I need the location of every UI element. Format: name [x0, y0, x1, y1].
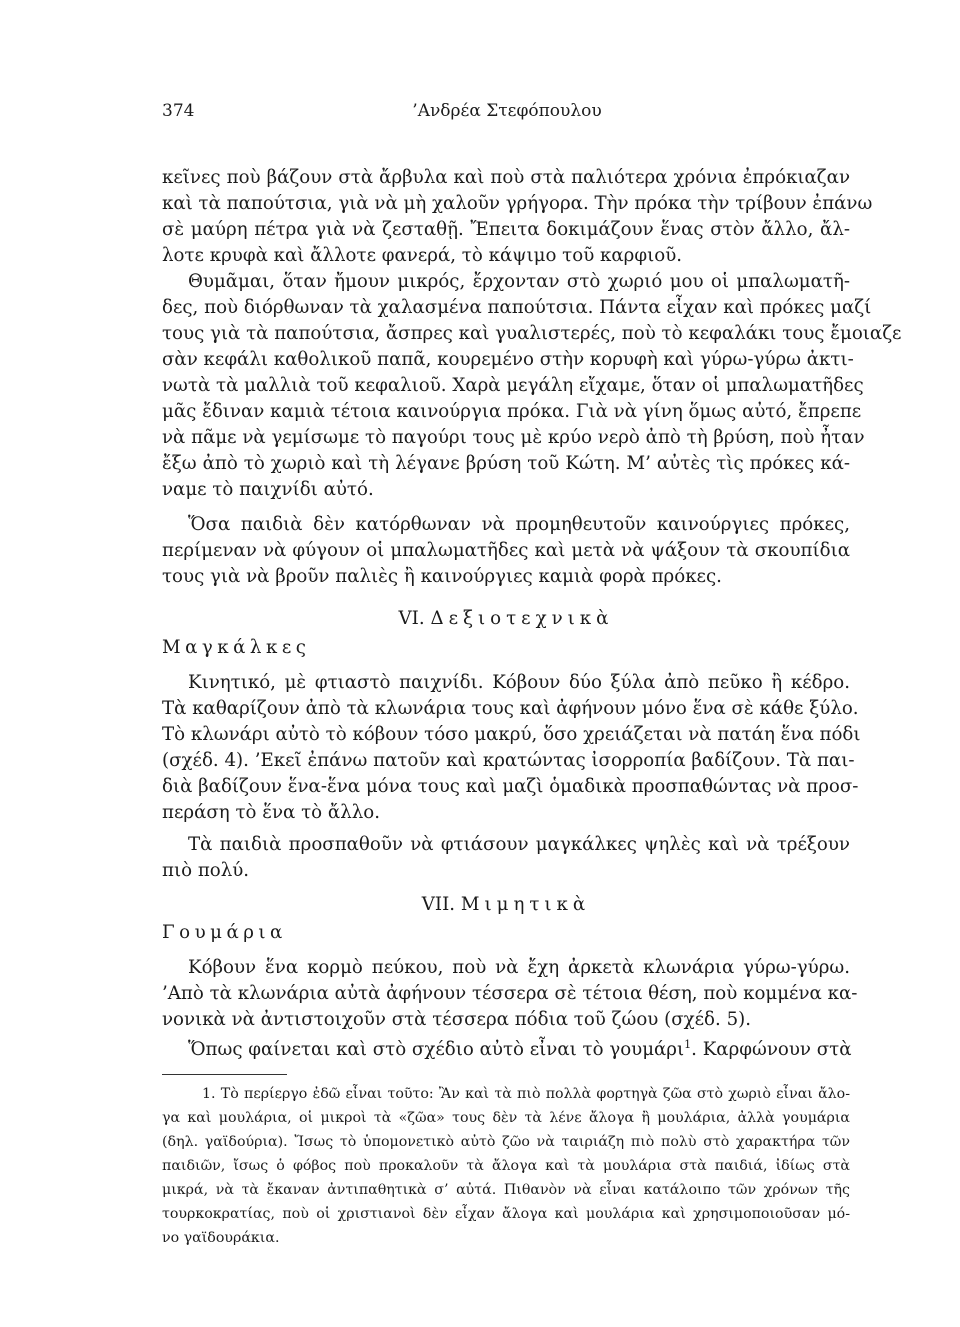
body-line: τους γιὰ τὰ παπούτσια, ἄσπρες καὶ γυαλιστερές, ποὺ τὸ κεφαλάκι τους ἔμοιαζε: [162, 323, 902, 344]
subsection-title: Γουμάρια: [162, 922, 287, 943]
body-text: Ὅπως φαίνεται καὶ στὸ σχέδιο αὐτὸ εἶναι τὸ γουμάρι: [188, 1039, 685, 1060]
body-line: Κόβουν ἕνα κορμὸ πεύκου, ποὺ νὰ ἔχη ἀρκετὰ κλωνάρια γύρω-γύρω.: [188, 957, 850, 978]
body-line: Τὰ παιδιὰ προσπαθοῦν νὰ φτιάσουν μαγκάλκες ψηλὲς καὶ νὰ τρέξουν: [188, 834, 850, 855]
footnote-line: μικρά, νὰ τὰ ἔκαναν ἀντιπαθητικὰ σ’ αὐτά. Πιθανὸν νὰ εἶναι κατάλοιπο τῶν χρόνων τῆς: [162, 1182, 850, 1198]
body-line: νωτὰ τὰ μαλλιὰ τοῦ κεφαλιοῦ. Χαρὰ μεγάλη εἴχαμε, ὅταν οἱ μπαλωματῆδες: [162, 375, 864, 396]
section-title: Δεξιοτεχνικὰ: [430, 608, 614, 629]
footnote-line: γα καὶ μουλάρια, οἱ μικροὶ τὰ «ζῶα» τους δὲν τὰ λένε ἄλογα ἢ μουλάρια, ἀλλὰ γουμάρια: [162, 1110, 850, 1126]
section-heading: [162, 606, 850, 632]
body-line: ἔξω ἀπὸ τὸ χωριὸ καὶ τὴ λέγανε βρύση τοῦ Κώτη. Μ’ αὐτὲς τὶς πρόκες κά-: [162, 453, 850, 474]
body-line: τους γιὰ νὰ βροῦν παλιὲς ἢ καινούργιες καμιὰ φορὰ πρόκες.: [162, 566, 722, 587]
body-line: [162, 1037, 850, 1063]
running-head: [162, 101, 852, 131]
subsection-title: Μαγκάλκες: [162, 637, 311, 658]
body-line: ’Απὸ τὰ κλωνάρια αὐτὰ ἀφήνουν τέσσερα σὲ τέτοια θέση, ποὺ κομμένα κα-: [162, 983, 858, 1004]
body-line: Θυμᾶμαι, ὅταν ἤμουν μικρός, ἔρχονταν στὸ χωριό μου οἱ μπαλωματῆ-: [188, 271, 850, 292]
footnote-line: παιδιῶν, ἴσως ὁ φόβος ποὺ προκαλοῦν τὰ ἄλογα καὶ τὰ μουλάρια στὰ παιδιά, ἰδίως στὰ: [162, 1158, 850, 1174]
footnote-line: νο γαϊδουράκια.: [162, 1230, 280, 1246]
body-line: κεῖνες ποὺ βάζουν στὰ ἄρβυλα καὶ ποὺ στὰ παλιότερα χρόνια ἐπρόκιαζαν: [162, 167, 850, 188]
running-title: ’Ανδρέα Στεφόπουλου: [412, 101, 602, 121]
section-number: VII.: [421, 894, 456, 915]
body-line: Τὰ καθαρίζουν ἀπὸ τὰ κλωνάρια τους καὶ ἀφήνουν μόνο ἕνα σὲ κάθε ξύλο.: [162, 698, 859, 719]
section-title: Μιμητικὰ: [460, 894, 591, 915]
body-line: διὰ βαδίζουν ἕνα-ἕνα μόνα τους καὶ μαζὶ ὁμαδικὰ προσπαθώντας νὰ προσ-: [162, 776, 859, 797]
body-line: περάση τὸ ἕνα τὸ ἄλλο.: [162, 802, 380, 823]
page-number: 374: [162, 101, 195, 121]
body-line: δες, ποὺ διόρθωναν τὰ χαλασμένα παπούτσια. Πάντα εἶχαν καὶ πρόκες μαζί: [162, 297, 872, 318]
body-line: Τὸ κλωνάρι αὐτὸ τὸ κόβουν τόσο μακρύ, ὅσο χρειάζεται νὰ πατάη ἕνα πόδι: [162, 724, 861, 745]
footnote-line: (δηλ. γαϊδούρια). Ἴσως τὸ ὑπομονετικὸ αὐτὸ ζῶο νὰ ταιριάζη πιὸ πολὺ στὸ χαρακτήρα τῶν: [162, 1134, 850, 1150]
body-line: πιὸ πολύ.: [162, 860, 250, 881]
footnote-line: τουρκοκρατίας, ποὺ οἱ χριστιανοὶ δὲν εἶχαν ἄλογα καὶ μουλάρια καὶ χρησιμοποιοῦσαν μό-: [162, 1206, 850, 1222]
footnote-ref[interactable]: 1: [684, 1037, 692, 1051]
body-line: Ὅσα παιδιὰ δὲν κατόρθωναν νὰ προμηθευτοῦν καινούργιες πρόκες,: [188, 514, 850, 535]
body-line: ναμε τὸ παιχνίδι αὐτό.: [162, 479, 374, 500]
footnote-line: 1. Τὸ περίεργο ἐδῶ εἶναι τοῦτο: Ἂν καὶ τὰ πιὸ πολλὰ φορτηγὰ ζῶα στὸ χωριὸ εἶναι ἄλο-: [202, 1086, 850, 1102]
body-text: . Καρφώνουν στὰ: [691, 1039, 852, 1060]
footnote-rule: [162, 1074, 287, 1075]
body-line: νονικὰ νὰ ἀντιστοιχοῦν στὰ τέσσερα πόδια τοῦ ζώου (σχέδ. 5).: [162, 1009, 752, 1030]
body-line: Κινητικό, μὲ φτιαστὸ παιχνίδι. Κόβουν δύο ξύλα ἀπὸ πεῦκο ἢ κέδρο.: [188, 672, 850, 693]
section-heading: [162, 892, 850, 918]
body-line: νὰ πᾶμε νὰ γεμίσωμε τὸ παγούρι τους μὲ κρύο νερὸ ἀπὸ τὴ βρύση, ποὺ ἦταν: [162, 427, 865, 448]
body-line: σὲ μαύρη πέτρα γιὰ νὰ ζεσταθῇ. Ἔπειτα δοκιμάζουν ἕνας στὸν ἄλλο, ἄλ-: [162, 219, 850, 240]
body-line: σὰν κεφάλι καθολικοῦ παπᾶ, κουρεμένο στὴν κορυφὴ καὶ γύρω-γύρω ἀκτι-: [162, 349, 854, 370]
body-line: καὶ τὰ παπούτσια, γιὰ νὰ μὴ χαλοῦν γρήγορα. Τὴν πρόκα τὴν τρίβουν ἐπάνω: [162, 193, 873, 214]
body-line: λοτε κρυφὰ καὶ ἄλλοτε φανερά, τὸ κάψιμο τοῦ καρφιοῦ.: [162, 245, 683, 266]
body-line: περίμεναν νὰ φύγουν οἱ μπαλωματῆδες καὶ μετὰ νὰ ψάξουν τὰ σκουπίδια: [162, 540, 850, 561]
body-line: (σχέδ. 4). ’Εκεῖ ἐπάνω πατοῦν καὶ κρατώντας ἰσορροπία βαδίζουν. Τὰ παι-: [162, 750, 855, 771]
section-number: VI.: [398, 608, 425, 629]
body-line: μᾶς ἔδιναν καμιὰ τέτοια καινούργια πρόκα. Γιὰ νὰ γίνη ὅμως αὐτό, ἔπρεπε: [162, 401, 862, 422]
